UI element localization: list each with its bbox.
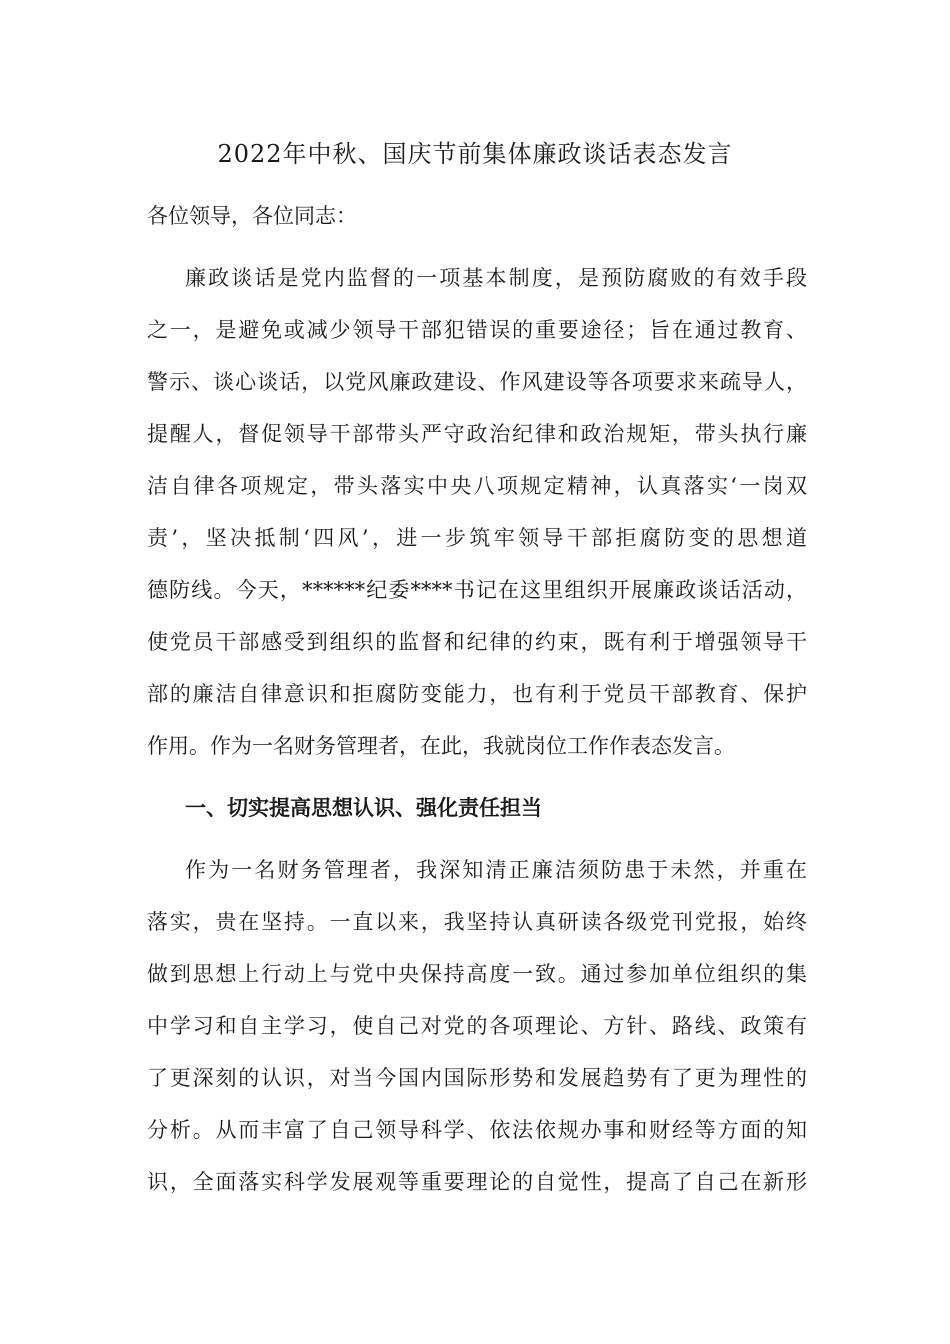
paragraph-line: 分析。从而丰富了自己领导科学、依法依规办事和财经等方面的知 xyxy=(147,1118,807,1142)
paragraph-line: 中学习和自主学习，使自己对党的各项理论、方针、路线、政策有 xyxy=(147,1014,807,1038)
section-heading: 一、切实提高思想认识、强化责任担当 xyxy=(185,796,542,820)
paragraph-line: 德防线。今天，******纪委****书记在这里组织开展廉政谈话活动， xyxy=(147,578,807,602)
paragraph-line: 识，全面落实科学发展观等重要理论的自觉性，提高了自己在新形 xyxy=(147,1170,807,1194)
paragraph-line: 作用。作为一名财务管理者，在此，我就岗位工作作表态发言。 xyxy=(147,734,735,758)
paragraph-line: 洁自律各项规定，带头落实中央八项规定精神，认真落实‘一岗双 xyxy=(147,474,807,498)
paragraph-line: 使党员干部感受到组织的监督和纪律的约束，既有利于增强领导干 xyxy=(147,630,807,654)
paragraph-line: 作为一名财务管理者，我深知清正廉洁须防患于未然，并重在 xyxy=(185,858,807,882)
paragraph-line: 部的廉洁自律意识和拒腐防变能力，也有利于党员干部教育、保护 xyxy=(147,682,807,706)
paragraph-line: 之一，是避免或减少领导干部犯错误的重要途径；旨在通过教育、 xyxy=(147,318,807,342)
paragraph-line: 责’，坚决抵制‘四风’，进一步筑牢领导干部拒腐防变的思想道 xyxy=(147,526,807,550)
paragraph-line: 警示、谈心谈话，以党风廉政建设、作风建设等各项要求来疏导人， xyxy=(147,370,807,394)
salutation: 各位领导，各位同志： xyxy=(147,204,357,228)
paragraph-line: 廉政谈话是党内监督的一项基本制度，是预防腐败的有效手段 xyxy=(185,266,807,290)
paragraph-line: 了更深刻的认识，对当今国内国际形势和发展趋势有了更为理性的 xyxy=(147,1066,807,1090)
paragraph-line: 落实，贵在坚持。一直以来，我坚持认真研读各级党刊党报，始终 xyxy=(147,910,807,934)
document-title: 2022年中秋、国庆节前集体廉政谈话表态发言 xyxy=(217,140,733,168)
paragraph-line: 做到思想上行动上与党中央保持高度一致。通过参加单位组织的集 xyxy=(147,962,807,986)
paragraph-line: 提醒人，督促领导干部带头严守政治纪律和政治规矩，带头执行廉 xyxy=(147,422,807,446)
